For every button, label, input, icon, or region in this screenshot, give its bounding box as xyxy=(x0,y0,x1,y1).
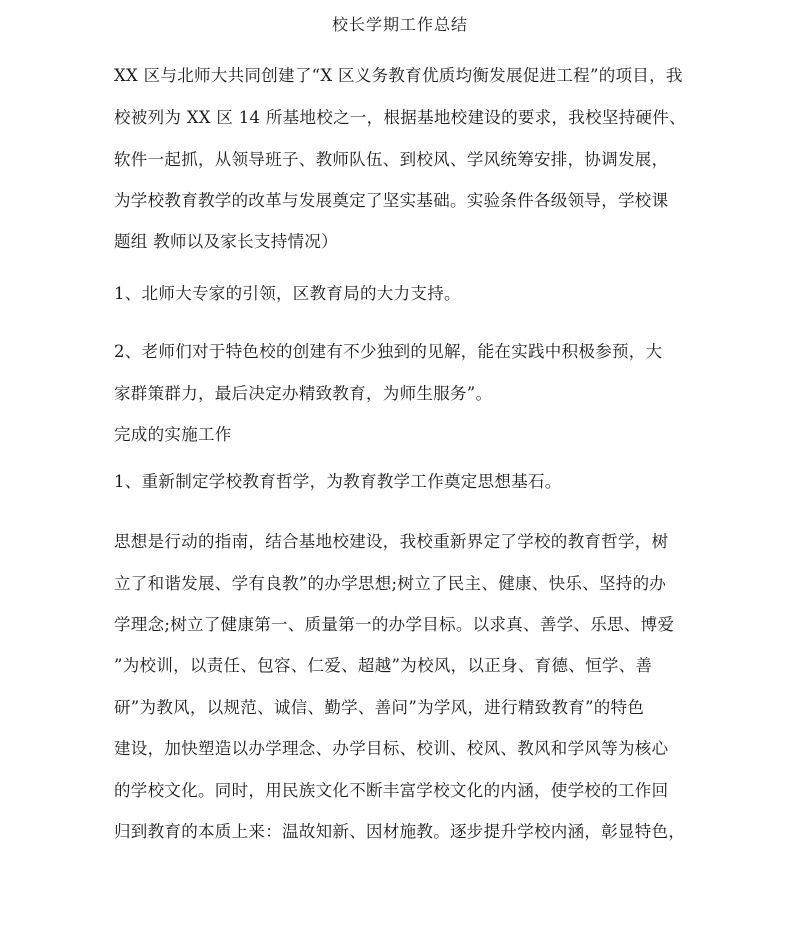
text-line: 学理念;树立了健康第一、质量第一的办学目标。以求真、善学、乐思、博爱 xyxy=(114,615,675,634)
text-line: 归到教育的本质上来：温故知新、因材施教。逐步提升学校内涵，彰显特色， xyxy=(114,822,686,841)
text-line: 1、重新制定学校教育哲学，为教育教学工作奠定思想基石。 xyxy=(114,472,562,491)
section-heading: 完成的实施工作 xyxy=(114,425,232,444)
text-line: 立了和谐发展、学有良教”的办学思想;树立了民主、健康、快乐、坚持的办 xyxy=(114,574,667,593)
text-line: 校被列为 XX 区 14 所基地校之一，根据基地校建设的要求，我校坚持硬件、 xyxy=(114,108,686,127)
text-line: 研”为教风，以规范、诚信、勤学、善问”为学风，进行精致教育”的特色 xyxy=(114,698,645,717)
text-line: 软件一起抓，从领导班子、教师队伍、到校风、学风统筹安排，协调发展， xyxy=(114,150,669,169)
text-line: 家群策群力，最后决定办精致教育，为师生服务”。 xyxy=(114,384,493,403)
text-line: 1、北师大专家的引领，区教育局的大力支持。 xyxy=(114,284,461,303)
text-line: 的学校文化。同时，用民族文化不断丰富学校文化的内涵，使学校的工作回 xyxy=(114,781,669,800)
text-line: 为学校教育教学的改革与发展奠定了坚实基础。实验条件各级领导，学校课 xyxy=(114,191,669,210)
text-line: 思想是行动的指南，结合基地校建设，我校重新界定了学校的教育哲学，树 xyxy=(114,532,669,551)
text-line: 题组 教师以及家长支持情况） xyxy=(114,232,338,251)
document-title: 校长学期工作总结 xyxy=(331,15,468,34)
text-line: 建设，加快塑造以办学理念、办学目标、校训、校风、教风和学风等为核心 xyxy=(114,739,669,758)
text-line: 2、老师们对于特色校的创建有不少独到的见解，能在实践中积极参预，大 xyxy=(114,342,663,361)
text-line: XX 区与北师大共同创建了“X 区义务教育优质均衡发展促进工程”的项目，我 xyxy=(114,66,683,85)
text-line: ”为校训，以责任、包容、仁爱、超越”为校风，以正身、育德、恒学、善 xyxy=(114,656,653,675)
